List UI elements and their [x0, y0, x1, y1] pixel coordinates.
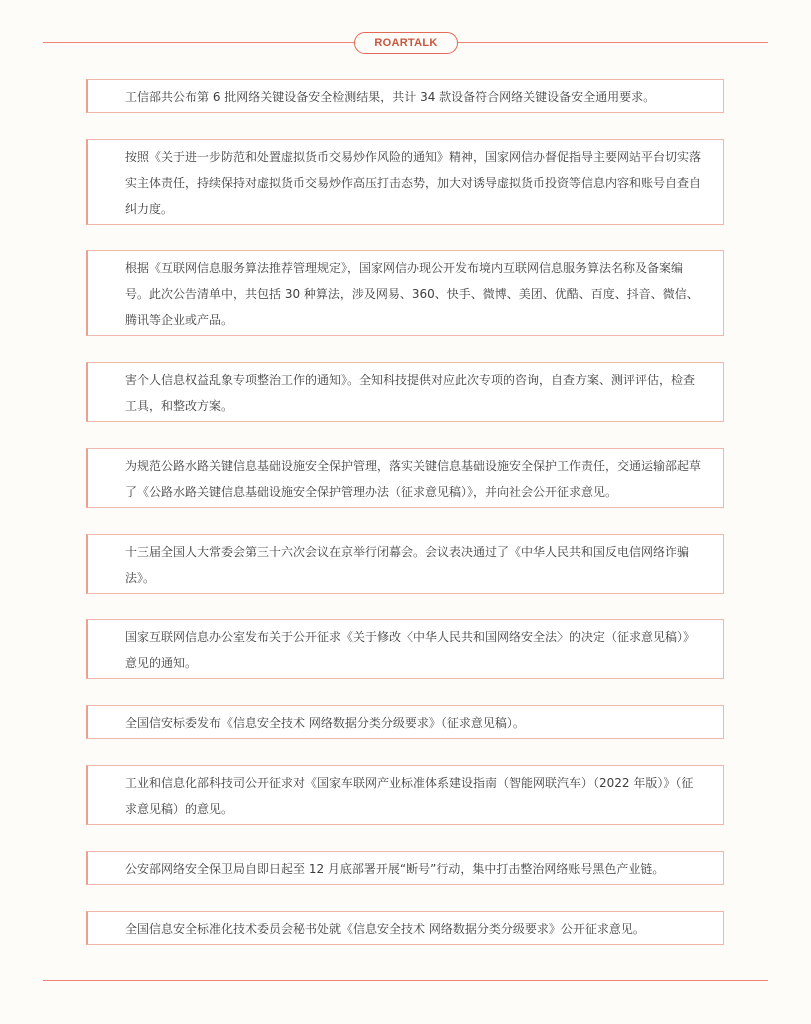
news-item: [86, 705, 724, 739]
news-item: [86, 250, 724, 336]
news-item: [86, 851, 724, 885]
news-item: [86, 139, 724, 225]
news-item: [86, 362, 724, 422]
news-item-text: 公安部网络安全保卫局自即日起至 12 月底部署开展“断号”行动，集中打击整治网络账号黑色产业链。: [125, 862, 665, 876]
bottom-divider: [43, 980, 768, 981]
news-item-text: 国家互联网信息办公室发布关于公开征求《关于修改〈中华人民共和国网络安全法〉的决定（征求意见稿）》意见的通知。: [125, 630, 696, 670]
news-item: [86, 448, 724, 508]
news-item: [86, 911, 724, 945]
brand-logo: ROARTALK: [354, 32, 458, 54]
news-item-text: 为规范公路水路关键信息基础设施安全保护管理，落实关键信息基础设施安全保护工作责任，交通运输部起草了《公路水路关键信息基础设施安全保护管理办法（征求意见稿）》，并向社会公开征求意见。: [125, 459, 702, 499]
news-item-text: 全国信安标委发布《信息安全技术 网络数据分类分级要求》（征求意见稿）。: [125, 716, 525, 730]
news-item: [86, 534, 724, 594]
news-item-text: 根据《互联网信息服务算法推荐管理规定》，国家网信办现公开发布境内互联网信息服务算法名称及备案编号。此次公告清单中，共包括 30 种算法，涉及网易、360、快手、微博、美团、优酷、百度、抖音、微信、腾讯等企业或产品。: [125, 261, 699, 327]
news-item-text: 全国信息安全标准化技术委员会秘书处就《信息安全技术 网络数据分类分级要求》公开征求意见。: [125, 922, 645, 936]
news-item: [86, 619, 724, 679]
news-item: [86, 79, 724, 113]
news-item: [86, 765, 724, 825]
news-item-text: 按照《关于进一步防范和处置虚拟货币交易炒作风险的通知》精神，国家网信办督促指导主要网站平台切实落实主体责任，持续保持对虚拟货币交易炒作高压打击态势，加大对诱导虚拟货币投资等信息内容和账号自查自纠力度。: [125, 150, 702, 216]
news-item-text: 十三届全国人大常委会第三十六次会议在京举行闭幕会。会议表决通过了《中华人民共和国反电信网络诈骗法》。: [125, 545, 690, 585]
news-item-text: 害个人信息权益乱象专项整治工作的通知》。全知科技提供对应此次专项的咨询，自查方案、测评评估，检查工具，和整改方案。: [125, 373, 696, 413]
news-item-text: 工信部共公布第 6 批网络关键设备安全检测结果，共计 34 款设备符合网络关键设备安全通用要求。: [125, 90, 656, 104]
news-item-text: 工业和信息化部科技司公开征求对《国家车联网产业标准体系建设指南（智能网联汽车）（2022 年版）》（征求意见稿）的意见。: [125, 776, 694, 816]
